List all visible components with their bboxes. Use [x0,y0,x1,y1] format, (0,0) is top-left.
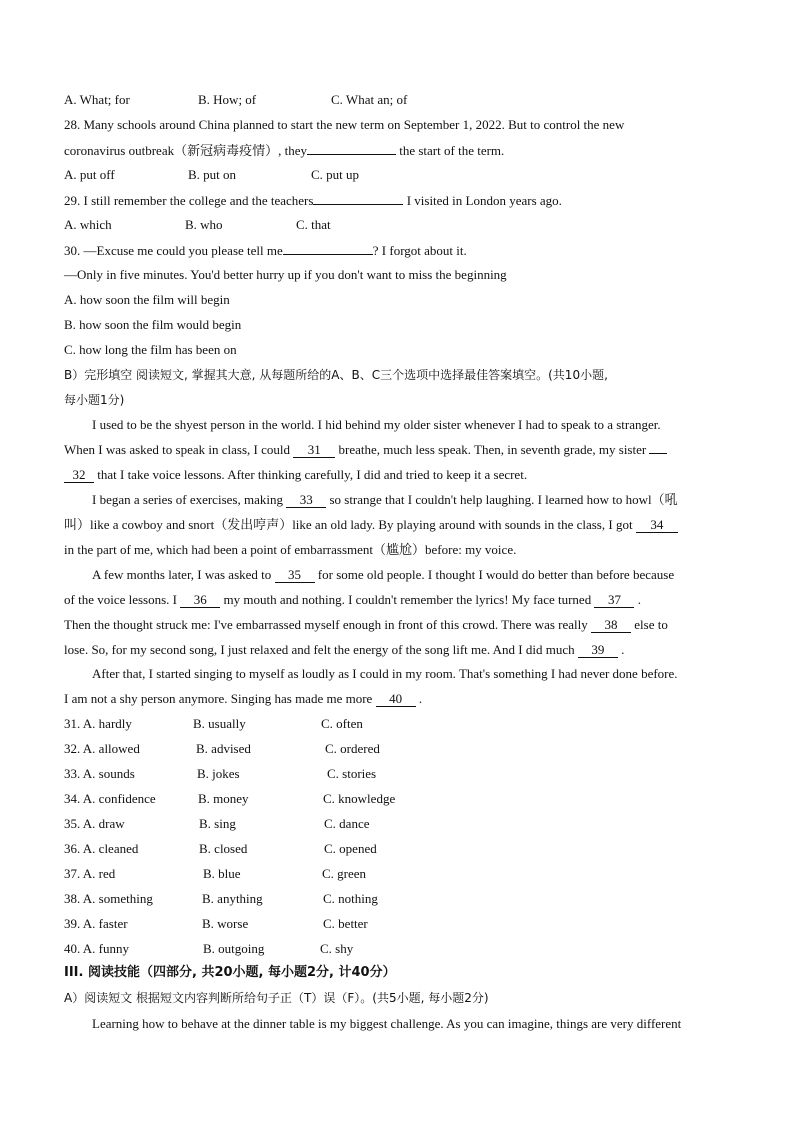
cloze-34-option-a: 34. A. confidence [64,791,156,806]
passage-text: of the voice lessons. I [64,592,178,607]
section-b-instructions-line2: 每小题1分) [64,393,125,407]
cloze-32-option-a: 32. A. allowed [64,741,140,756]
passage-text: lose. So, for my second song, I just relaxed and felt the energy of the song lift me. And I did much [64,642,575,657]
cloze-31-option-a: 31. A. hardly [64,716,132,731]
q28-option-b: B. put on [188,167,237,182]
blank-31: 31 [293,443,335,458]
passage-line-7 [92,567,674,583]
blank-32: 32 [64,468,94,483]
passage-line-11: After that, I started singing to myself as loudly as I could in my room. That's something I had never done before. [92,666,678,681]
cloze-34-option-b: B. money [198,791,249,806]
q28-stem-line2 [64,142,504,159]
cloze-33-option-a: 33. A. sounds [64,766,135,781]
passage-line-12 [64,691,422,707]
passage-text: so strange that I couldn't help laughing. I learned how to howl（吼 [329,492,678,507]
blank-40: 40 [376,692,416,707]
passage-text: A few months later, I was asked to [92,567,272,582]
cloze-33-option-b: B. jokes [197,766,240,781]
passage-line-1: I used to be the shyest person in the world. I hid behind my older sister whenever I had to speak to a stranger. [92,417,661,432]
blank-38: 38 [591,618,631,633]
cloze-34-option-c: C. knowledge [323,791,396,806]
q28-stem-line1: 28. Many schools around China planned to start the new term on September 1, 2022. But to control the new [64,117,625,132]
blank-33: 33 [286,493,326,508]
blank-35: 35 [275,568,315,583]
q29-answer-blank [313,192,403,205]
q29-option-b: B. who [185,217,223,232]
cloze-40-option-b: B. outgoing [203,941,265,956]
passage-text: that I take voice lessons. After thinking carefully, I did and tried to keep it a secret. [97,467,528,482]
cloze-39-option-b: B. worse [202,916,249,931]
blank-34: 34 [636,518,678,533]
q28-option-a: A. put off [64,167,115,182]
cloze-31-option-c: C. often [321,716,363,731]
cloze-35-option-b: B. sing [199,816,236,831]
cloze-37-option-a: 37. A. red [64,866,116,881]
section-3a-instructions: A）阅读短文 根据短文内容判断所给句子正（T）误（F）。(共5小题, 每小题2分) [64,991,489,1005]
blank-36: 36 [180,593,220,608]
passage-line-6: in the part of me, which had been a point of embarrassment（尴尬）before: my voice. [64,542,517,557]
blank-39: 39 [578,643,618,658]
q30-answer-blank [283,242,373,255]
q28-option-c: C. put up [311,167,360,182]
q30-option-b: B. how soon the film would begin [64,317,242,332]
cloze-37-option-c: C. green [322,866,367,881]
cloze-38-option-a: 38. A. something [64,891,153,906]
section-3-heading: III. 阅读技能（四部分, 共20小题, 每小题2分, 计40分） [64,965,396,980]
q30-option-a: A. how soon the film will begin [64,292,230,307]
cloze-39-option-c: C. better [323,916,368,931]
cloze-36-option-b: B. closed [199,841,248,856]
passage-line-4 [92,492,678,508]
q29-stem-part2: I visited in London years ago. [406,193,562,208]
q29-stem [64,192,562,209]
blank-32-start [649,453,667,454]
passage-text: . [637,592,641,607]
q27-option-a: A. What; for [64,92,130,107]
passage-text: . [621,642,625,657]
cloze-40-option-a: 40. A. funny [64,941,129,956]
passage-text: . [418,691,423,706]
q30-stem-part1: 30. —Excuse me could you please tell me [64,243,283,258]
passage-line-9 [64,617,668,633]
cloze-32-option-b: B. advised [196,741,251,756]
passage-text: else to [634,617,668,632]
q27-option-b: B. How; of [198,92,257,107]
cloze-39-option-a: 39. A. faster [64,916,128,931]
q30-stem [64,242,467,259]
q27-option-c: C. What an; of [331,92,408,107]
blank-37: 37 [594,593,634,608]
passage-line-10 [64,642,624,658]
passage-line-2 [64,442,667,458]
cloze-32-option-c: C. ordered [325,741,380,756]
section-b-instructions-line1: B）完形填空 阅读短文, 掌握其大意, 从每题所给的A、B、C三个选项中选择最佳答案填空。(共10小题, [64,368,608,382]
cloze-40-option-c: C. shy [320,941,354,956]
q30-reply: —Only in five minutes. You'd better hurry up if you don't want to miss the beginning [64,267,507,282]
passage-text: When I was asked to speak in class, I could [64,442,290,457]
cloze-36-option-c: C. opened [324,841,377,856]
passage-text: for some old people. I thought I would do better than before because [317,567,675,582]
cloze-35-option-c: C. dance [324,816,370,831]
passage-line-8 [64,592,641,608]
q29-option-a: A. which [64,217,112,232]
q28-stem-part2: the start of the term. [399,143,505,158]
cloze-31-option-b: B. usually [193,716,246,731]
passage-text: I began a series of exercises, making [92,492,283,507]
passage-line-3 [64,467,527,483]
cloze-38-option-b: B. anything [202,891,263,906]
passage-text: I am not a shy person anymore. Singing has made me more [64,691,373,706]
q29-option-c: C. that [296,217,331,232]
reading-passage-line-1: Learning how to behave at the dinner table is my biggest challenge. As you can imagine, things are very different [92,1016,682,1031]
q28-stem-part1: coronavirus outbreak（新冠病毒疫情）, they [64,143,307,158]
q30-option-c: C. how long the film has been on [64,342,237,357]
passage-text: breathe, much less speak. Then, in seventh grade, my sister [338,442,647,457]
passage-line-5 [64,517,678,533]
q29-stem-part1: 29. I still remember the college and the teachers [64,193,314,208]
q28-answer-blank [307,142,396,155]
passage-text: my mouth and nothing. I couldn't remember the lyrics! My face turned [223,592,592,607]
cloze-36-option-a: 36. A. cleaned [64,841,139,856]
passage-text: 叫）like a cowboy and snort（发出哼声）like an old lady. By playing around with sounds in the class, I got [64,517,633,532]
cloze-37-option-b: B. blue [203,866,241,881]
cloze-33-option-c: C. stories [327,766,377,781]
passage-text: Then the thought struck me: I've embarrassed myself enough in front of this crowd. There was really [64,617,588,632]
q30-stem-part2: ? I forgot about it. [372,243,467,258]
cloze-35-option-a: 35. A. draw [64,816,125,831]
cloze-38-option-c: C. nothing [323,891,378,906]
